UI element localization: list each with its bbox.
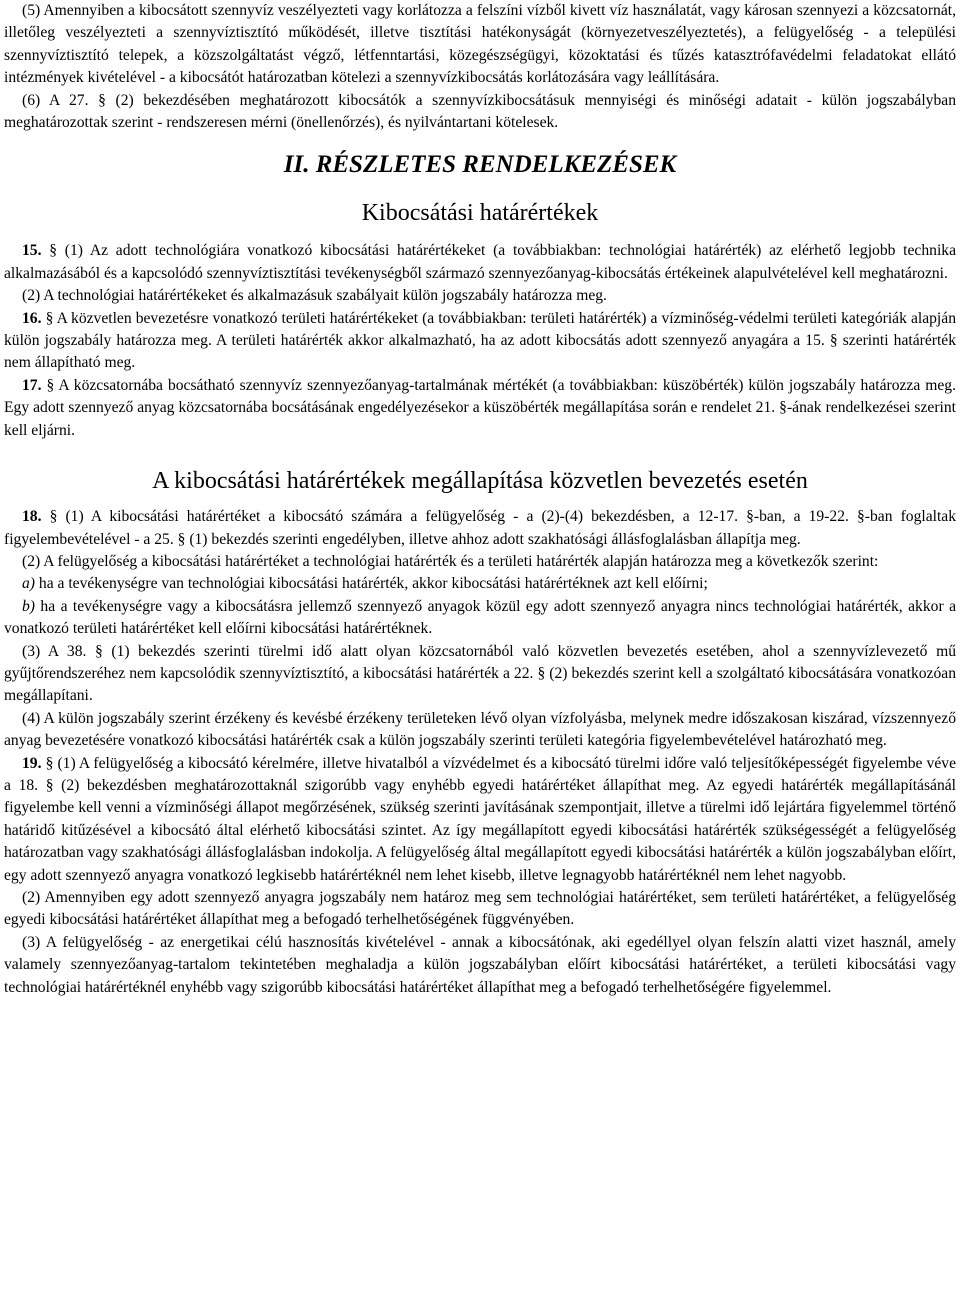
subtitle-direct-discharge: A kibocsátási határértékek megállapítása közvetlen bevezetés esetén xyxy=(152,468,808,495)
section-19-paragraph-3: (3) A felügyelőség - az energetikai célú hasznosítás kivételével - annak a kibocsátónak, aki egedéllyel olyan felszín alatti vizet használ, amely valamely szennyezőanyag-tartalom tekintetében meghaladja a külön jogszabályban előírt kibocsátási határértéket, a területi kibocsátási vagy technológiai határértéknél enyhébb vagy szigorúbb kibocsátási határértéket állapíthat meg a befogadó terhelhetőségére figyelemmel. xyxy=(4,933,956,996)
section-19-number: 19. xyxy=(22,754,42,772)
section-18-point-b xyxy=(4,596,956,641)
section-17-paragraph xyxy=(4,375,956,442)
section-18-paragraph-4: (4) A külön jogszabály szerint érzékeny és kevésbé érzékeny területeken lévő olyan vízfolyásba, melynek medre időszakosan kiszárad, vízszennyező anyag bevezetésére vonatkozó kibocsátási határérték csak a külön jogszabály szerinti területi kategória figyelembevételével határozható meg. xyxy=(4,709,956,750)
section-15-paragraph-2: (2) A technológiai határértékeket és alkalmazásuk szabályait külön jogszabály határozza meg. xyxy=(22,287,607,305)
section-15-number: 15. xyxy=(22,242,42,260)
point-a-text: ha a tevékenységre van technológiai kibocsátási határérték, akkor kibocsátási határértéknek azt kell előírni; xyxy=(35,575,708,593)
paragraph-5: (5) Amennyiben a kibocsátott szennyvíz veszélyezteti vagy korlátozza a felszíni vízből kivett víz használatát, vagy károsan szennyezi a közcsatornát, illetőleg veszélyezteti a szennyvíztisztító működését, illetve tisztítási hatékonyságát (környezetveszélyeztetés), a felügyelőség - a települési szennyvíztisztító telepek, a közszolgáltatást végző, létfenntartási, közegészségügyi, közoktatási és tűzés katasztrófavédelmi feladatokat ellátó intézmények kivételével - a kibocsátót határozatban kötelezi a szennyvízkibocsátás korlátozására vagy leállítására. xyxy=(4,2,956,87)
section-17-number: 17. xyxy=(22,376,42,394)
section-17-text: § A közcsatornába bocsátható szennyvíz szennyezőanyag-tartalmának mértékét (a továbbiakban: küszöbérték) külön jogszabály határozza meg. Egy adott szennyező anyag közcsatornába bocsátásának engedélyezésekor a küszöbérték megállapítása során e rendelet 21. §-ának rendelkezései szerint kell eljárni. xyxy=(4,376,956,439)
point-b-label: b) xyxy=(22,597,35,615)
section-title: II. RÉSZLETES RENDELKEZÉSEK xyxy=(283,151,677,179)
section-18-paragraph-3: (3) A 38. § (1) bekezdés szerinti türelmi idő alatt olyan közcsatornából való közvetlen bevezetés esetében, ahol a szennyvízlevezető mű gyűjtőrendszeréhez nem kapcsolódik szennyvíztisztító, a kibocsátási határérték a 22. § (2) bekezdés szerint kell a szolgáltató kibocsátására vonatkozóan megállapítani. xyxy=(4,642,956,705)
paragraph-6: (6) A 27. § (2) bekezdésében meghatározott kibocsátók a szennyvízkibocsátásuk mennyiségi és minőségi adatait - külön jogszabályban meghatározottak szerint - rendszeresen mérni (önellenőrzés), és nyilvántartani kötelesek. xyxy=(4,91,956,132)
section-19-paragraph-1 xyxy=(4,753,956,887)
section-15-text-1: § (1) Az adott technológiára vonatkozó kibocsátási határértékeket (a továbbiakban: technológiai határérték) az elérhető legjobb technika alkalmazásából és a kapcsolódó szennyvíztisztítási tevékenységből származó szennyezőanyag-kibocsátás értékeinek alapulvételével kell meghatározni. xyxy=(4,242,956,282)
section-18-paragraph-2: (2) A felügyelőség a kibocsátási határértéket a technológiai határérték és a területi határérték alapján határozza meg a következők szerint: xyxy=(22,552,879,570)
point-a-label: a) xyxy=(22,575,35,593)
section-18-paragraph-1 xyxy=(4,506,956,551)
section-16-paragraph xyxy=(4,308,956,375)
section-18-number: 18. xyxy=(22,508,42,526)
section-18-text-1: § (1) A kibocsátási határértéket a kibocsátó számára a felügyelőség - a (2)-(4) bekezdésben, a 12-17. §-ban, a 19-22. §-ban foglaltak figyelembevételével - a 25. § (1) bekezdés szerinti engedélyben, illetve ahhoz adott szakhatósági állásfoglalásban állapítja meg. xyxy=(4,508,956,548)
point-b-text: ha a tevékenységre vagy a kibocsátásra jellemző szennyező anyagok közül egy adott szennyező anyagra nincs technológiai határérték, akkor a vonatkozó területi határértéket kell előírni kibocsátási határértéknek. xyxy=(4,597,956,638)
section-19-text-1: § (1) A felügyelőség a kibocsátó kérelmére, illetve hivatalból a vízvédelmet és a kibocsátó türelmi időre való teljesítőképességét figyelembe véve a 18. § (2) bekezdésben meghatározottaknál szigorúbb vagy enyhébb egyedi határértéket állapíthat meg. Az egyedi határérték megállapításánál figyelembe kell venni a vízminőségi állapot megőrzésének, szükség szerinti javításának szempontjait, illetve a türelmi idő lejártára figyelemmel történő határidő kitűzésével a kibocsátó által elérhető kibocsátási szintet. Az így megállapított egyedi kibocsátási határérték szükségességét a felügyelőség határozatban vagy szakhatósági állásfoglalásban indokolja. A felügyelőség által megállapított egyedi kibocsátási határérték a külön jogszabályban előírt, egy adott szennyező anyagra vonatkozó legkisebb határértéknél nem lehet kisebb, illetve legnagyobb határértéknél nem lehet nagyobb. xyxy=(4,754,956,884)
section-16-number: 16. xyxy=(22,309,42,327)
section-15-paragraph-1 xyxy=(4,240,956,285)
section-19-paragraph-2: (2) Amennyiben egy adott szennyező anyagra jogszabály nem határoz meg sem technológiai határértéket, sem területi határértéket, a felügyelőség egyedi kibocsátási határértéket állapíthat meg a befogadó terhelhetőségének függvényében. xyxy=(4,889,956,929)
subtitle-limit-values: Kibocsátási határértékek xyxy=(361,200,599,227)
section-18-point-a xyxy=(4,573,956,595)
section-16-text: § A közvetlen bevezetésre vonatkozó területi határértékeket (a továbbiakban: területi határérték) a vízminőség-védelmi területi kategóriák alapján külön jogszabály határozza meg. A területi határérték akkor alkalmazható, ha az adott kibocsátás adott szennyező anyagára a 15. § szerinti határérték nem állapítható meg. xyxy=(4,309,956,372)
